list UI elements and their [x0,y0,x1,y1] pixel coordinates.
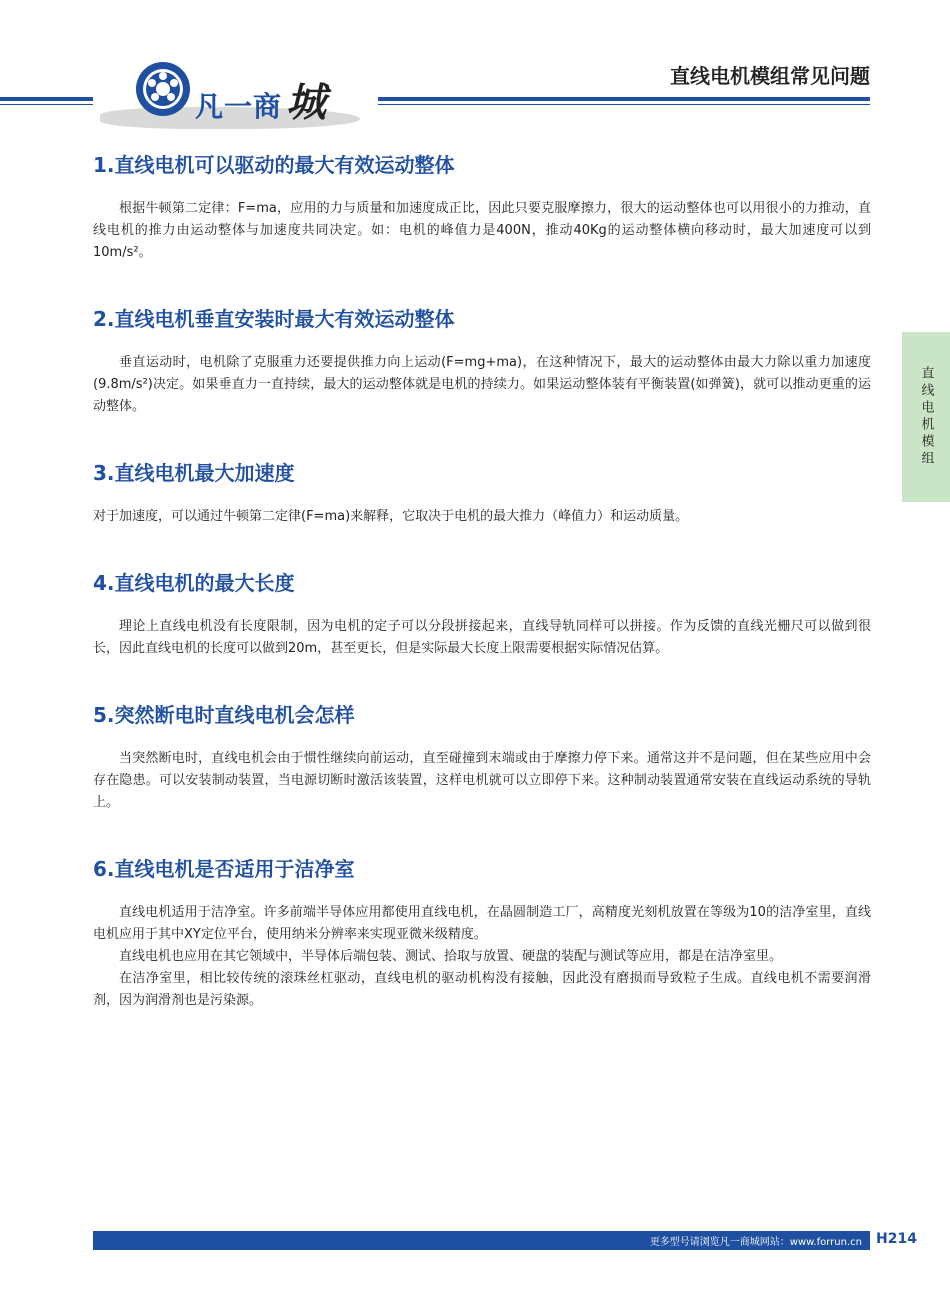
section-5 [93,700,871,814]
section-4 [93,568,871,660]
logo-big-char: 城 [286,79,328,126]
logo-wordmark [195,71,327,128]
logo-text: 凡一商 [195,90,283,123]
side-tab-label: 直线电机模组 [918,366,934,468]
footer-bar [93,1231,870,1250]
section-paragraph: 在洁净室里，相比较传统的滚珠丝杠驱动，直线电机的驱动机构没有接触，因此没有磨损而导致粒子生成。直线电机不需要润滑剂，因为润滑剂也是污染源。 [93,971,871,1008]
section-paragraph: 根据牛顿第二定律：F=ma，应用的力与质量和加速度成正比，因此只要克服摩擦力，很大的运动整体也可以用很小的力推动，直线电机的推力由运动整体与加速度共同决定。如：电机的峰值力是400N，推动40Kg的运动整体横向移动时，最大加速度可以到10m/s²。 [93,201,871,260]
section-2 [93,304,871,418]
page-title: 直线电机模组常见问题 [670,64,870,88]
section-title: 3.直线电机最大加速度 [93,461,295,485]
header-rule-right-thin [378,104,870,105]
section-paragraph: 垂直运动时，电机除了克服重力还要提供推力向上运动(F=mg+ma)，在这种情况下，最大的运动整体由最大力除以重力加速度(9.8m/s²)决定。如果垂直力一直持续，最大的运动整体就是电机的持续力。如果运动整体装有平衡装置(如弹簧)，就可以推动更重的运动整体。 [93,355,871,414]
header-rule-left [0,97,93,101]
footer-website-link[interactable]: 更多型号请浏览凡一商城网站：www.forrun.cn [649,1237,862,1248]
side-tab[interactable] [902,332,950,502]
section-paragraph: 当突然断电时，直线电机会由于惯性继续向前运动，直至碰撞到末端或由于摩擦力停下来。通常这并不是问题，但在某些应用中会存在隐患。可以安装制动装置，当电源切断时激活该装置，这样电机就可以立即停下来。这种制动装置通常安装在直线运动系统的导轨上。 [93,751,871,810]
section-title: 5.突然断电时直线电机会怎样 [93,703,355,727]
section-1 [93,150,871,264]
section-title: 6.直线电机是否适用于洁净室 [93,857,355,881]
section-title: 4.直线电机的最大长度 [93,571,295,595]
header-rule-left-thin [0,104,93,105]
header-rule-right [378,97,870,101]
section-paragraph: 对于加速度，可以通过牛顿第二定律(F=ma)来解释，它取决于电机的最大推力（峰值力）和运动质量。 [93,509,689,524]
section-paragraph: 直线电机也应用在其它领域中，半导体后端包装、测试、拾取与放置、硬盘的装配与测试等应用，都是在洁净室里。 [119,949,783,964]
brand-logo[interactable] [95,55,385,135]
page-number: H214 [876,1231,917,1247]
section-paragraph: 直线电机适用于洁净室。许多前端半导体应用都使用直线电机，在晶圆制造工厂，高精度光刻机放置在等级为10的洁净室里，直线电机应用于其中XY定位平台，使用纳米分辨率来实现亚微米级精度。 [93,905,871,942]
section-title: 1.直线电机可以驱动的最大有效运动整体 [93,153,455,177]
bearing-icon [133,59,193,119]
section-title: 2.直线电机垂直安装时最大有效运动整体 [93,307,455,331]
section-paragraph: 理论上直线电机没有长度限制，因为电机的定子可以分段拼接起来，直线导轨同样可以拼接。作为反馈的直线光栅尺可以做到很长，因此直线电机的长度可以做到20m，甚至更长，但是实际最大长度上限需要根据实际情况估算。 [93,619,871,656]
section-3 [93,458,871,528]
section-6 [93,854,871,1012]
main-content [93,150,871,1050]
